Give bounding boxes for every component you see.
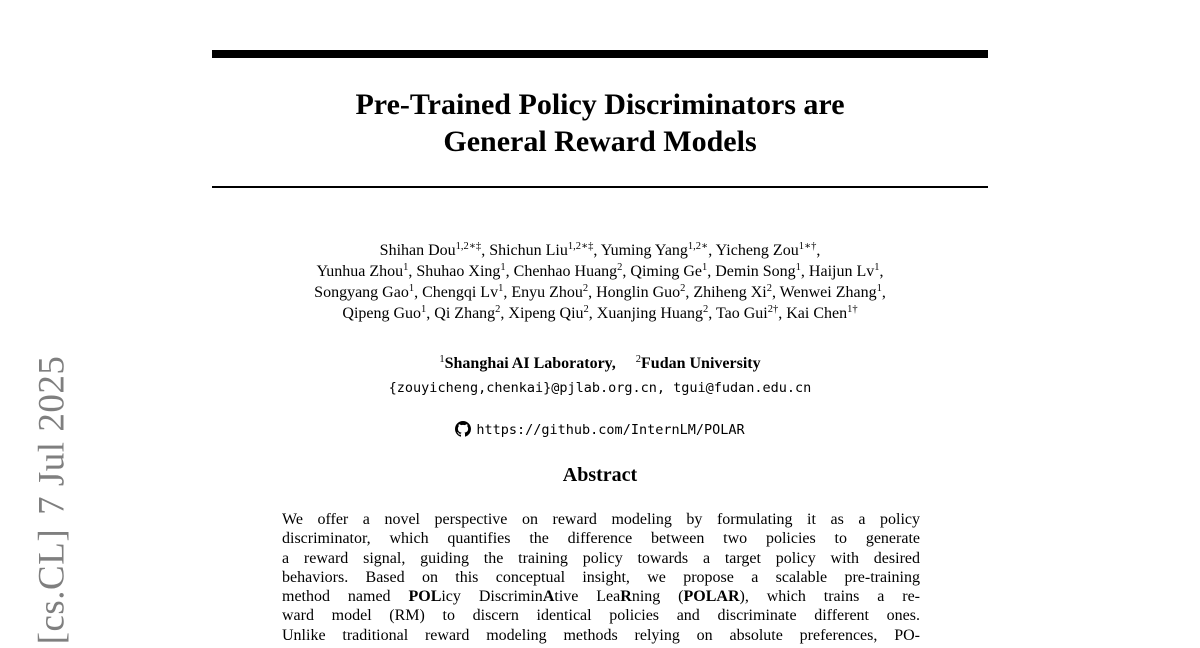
author-name: Shichun Liu [489,242,568,259]
author-affil-sup: 1 [795,262,801,273]
author-affil-sup: 2 [680,283,686,294]
author-name: Enyu Zhou [511,284,583,301]
abstract-line: behaviors. Based on this conceptual insight, we propose a scalable pre-training [282,568,920,586]
affil-1-name: Shanghai AI Laboratory, [444,355,616,372]
author-name: Zhiheng Xi [693,284,767,301]
author-affil-sup: 2 [582,283,589,294]
author-affil-sup: 2 [766,283,772,294]
title-line-1: Pre-Trained Policy Discriminators are [355,88,845,121]
author-affil-sup: 1 [701,262,708,273]
author-affil-sup: 2 [617,262,623,273]
author-name: Tao Gui [715,305,768,322]
affiliations [212,353,988,374]
author-affil-sup: 1,2∗‡ [567,241,594,252]
arxiv-date: 7 Jul 2025 [31,355,73,515]
abstract-line: discriminator, which quantifies the difference between two policies to generate [282,530,920,548]
author-name: Honglin Guo [596,284,681,301]
author-name: Yuming Yang [600,242,688,259]
author-name: Shihan Dou [379,242,456,259]
title-rule [212,186,988,188]
author-name: Kai Chen [786,305,848,322]
arxiv-side-stamp [31,356,74,645]
author-name: Chenhao Huang [513,263,618,280]
author-affil-sup: 2 [702,304,709,315]
author-affil-sup: 1,2∗‡ [455,241,482,252]
author-line-3: Songyang Gao$^1$, Chengqi Lv$^1$, Enyu Zhou$^2$, Honglin Guo$^2$, Zhiheng Xi$^2$, Wenwei Zhang$^1$, [314,283,886,301]
author-name: Qi Zhang [434,305,496,322]
github-icon [455,421,471,437]
author-affil-sup: 1 [403,262,409,273]
abstract-body [282,510,920,648]
github-url[interactable]: https://github.com/InternLM/POLAR [476,422,745,438]
author-name: Qiming Ge [630,263,702,280]
affil-1-sup: 1 [439,354,445,365]
github-link[interactable] [212,420,988,440]
top-rule [212,50,988,58]
author-name: Haijun Lv [808,263,875,280]
author-name: Shuhao Xing [416,263,501,280]
author-affil-sup: 1 [498,283,504,294]
author-name: Yunhua Zhou [316,263,404,280]
author-affil-sup: 1 [421,304,427,315]
title-line-2: General Reward Models [443,125,757,158]
author-affil-sup: 2 [495,304,501,315]
abstract-line: ward model (RM) to discern identical policies and discriminate different ones. [282,607,920,625]
author-name: Qipeng Guo [342,305,422,322]
affil-2-sup: 2 [635,354,642,365]
author-line-4: Qipeng Guo$^1$, Qi Zhang$^2$, Xipeng Qiu$^2$, Xuanjing Huang$^2$, Tao Gui$^{2\dagger}$, Kai Chen$^{1\dagger}$ [342,304,858,322]
author-affil-sup: 1∗† [798,241,817,252]
author-affil-sup: 2 [583,304,589,315]
abstract-heading: Abstract [562,464,638,486]
author-list [212,240,988,324]
author-name: Chengqi Lv [422,284,499,301]
contact-emails[interactable]: {zouyicheng,chenkai}@pjlab.org.cn, tgui@fudan.edu.cn [388,380,812,396]
abstract-line: a reward signal, guiding the training policy towards a target policy with desired [282,549,920,567]
abstract-line: method named POLicy DiscriminAtive LeaRning (POLAR), which trains a re- [282,588,920,606]
affil-2-name: Fudan University [641,355,761,372]
paper-title [212,86,988,160]
author-affil-sup: 1,2∗ [687,241,709,252]
author-line-2: Yunhua Zhou$^1$, Shuhao Xing$^1$, Chenhao Huang$^2$, Qiming Ge$^1$, Demin Song$^1$, Haijun Lv$^1$, [316,262,884,280]
author-name: Xuanjing Huang [596,305,703,322]
author-affil-sup: 1† [847,304,858,315]
author-name: Songyang Gao [314,284,409,301]
author-affil-sup: 2† [767,304,779,315]
author-name: Demin Song [715,263,796,280]
arxiv-category: [cs.CL] [31,528,73,645]
author-affil-sup: 1 [876,283,882,294]
abstract-line: Unlike traditional reward modeling methods relying on absolute preferences, PO- [282,626,920,644]
author-name: Xipeng Qiu [508,305,584,322]
author-name: Yicheng Zou [715,242,799,259]
author-affil-sup: 1 [408,283,415,294]
author-line-1: Shihan Dou$^{1,2∗\ddagger}$, Shichun Liu$^{1,2∗\ddagger}$, Yuming Yang$^{1,2∗}$, Yicheng Zou$^{1∗\dagger}$, [379,241,821,259]
author-name: Wenwei Zhang [779,284,877,301]
author-affil-sup: 1 [500,262,506,273]
author-affil-sup: 1 [874,262,880,273]
abstract-line: We offer a novel perspective on reward modeling by formulating it as a policy [282,511,920,528]
